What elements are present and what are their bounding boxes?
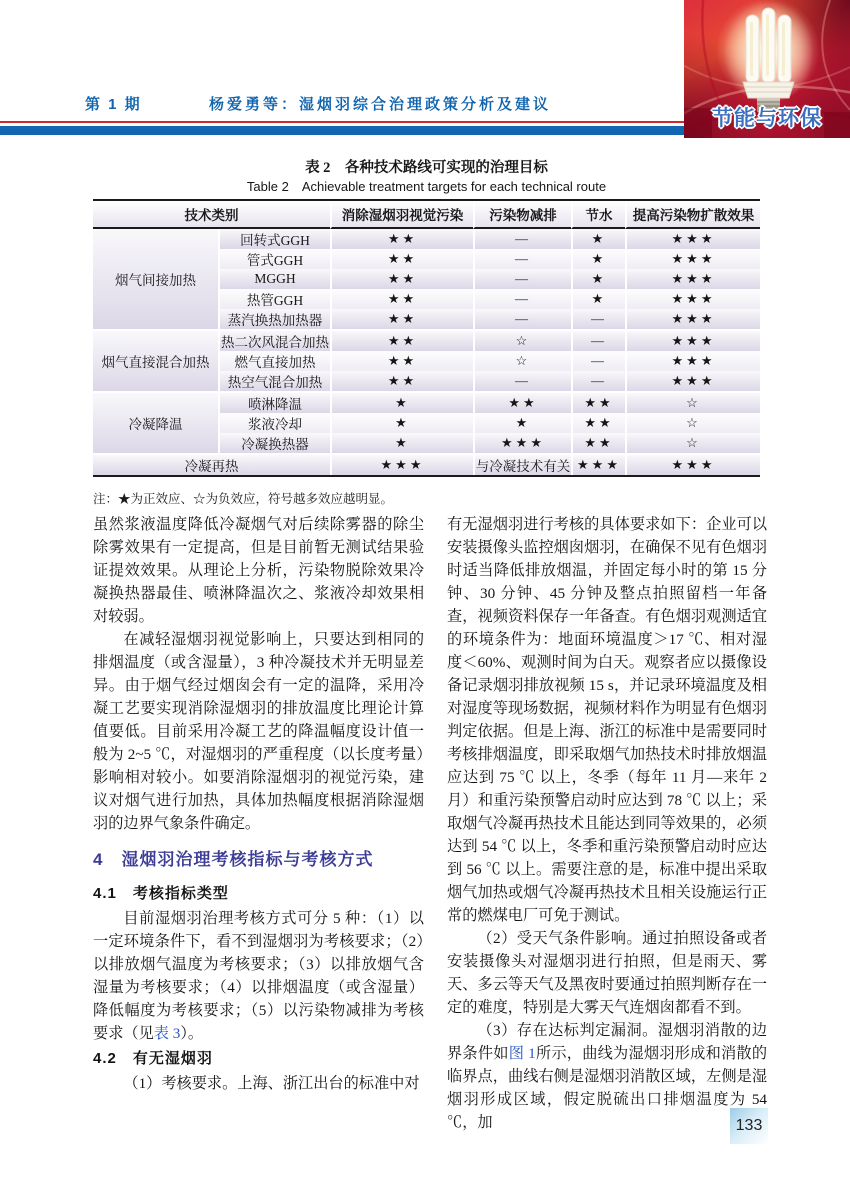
tech-cell: 冷凝换热器 bbox=[218, 433, 330, 453]
rating-cell: — bbox=[571, 371, 625, 391]
rating-cell: ★★ bbox=[330, 351, 473, 371]
left-paragraph-1: 虽然浆液温度降低冷凝烟气对后续除雾器的除尘除雾效果有一定提高，但是目前暂无测试结果验证提效效果。从理论上分析，污染物脱除效果冷凝换热器最佳、喷淋降温次之、浆液冷却效果相对较弱。 bbox=[93, 516, 424, 625]
tech-cell: 回转式GGH bbox=[218, 229, 330, 249]
rating-cell: ★ bbox=[330, 391, 473, 413]
rating-cell: ★ bbox=[473, 413, 571, 433]
rating-cell: — bbox=[571, 351, 625, 371]
rating-cell: ★ bbox=[571, 289, 625, 309]
table3-link[interactable]: 表 3 bbox=[153, 1025, 181, 1042]
rating-cell: — bbox=[473, 371, 571, 391]
issue-label: 第 1 期 bbox=[85, 96, 142, 113]
rating-cell: ★★ bbox=[330, 371, 473, 391]
rating-cell: ★★ bbox=[330, 269, 473, 289]
rating-cell: ☆ bbox=[625, 391, 760, 413]
col-header-tech-category: 技术类别 bbox=[93, 201, 330, 229]
tech-cell: 浆液冷却 bbox=[218, 413, 330, 433]
tech-cell: 蒸汽换热加热器 bbox=[218, 309, 330, 329]
rating-cell: ★★ bbox=[330, 329, 473, 351]
left-paragraph-2: 在减轻湿烟羽视觉影响上，只要达到相同的排烟温度（或含湿量），3 种冷凝技术并无明显差异。由于烟气经过烟囱会有一定的温降，采用冷凝工艺要实现消除湿烟羽的排放温度比理论计算值要低。目前采用冷凝工艺的降温幅度设计值一般为 2~5 ℃，对湿烟羽的严重程度（以长度考量）影响相对较小。如要消除湿烟羽的视觉污染，建议对烟气进行加热，具体加热幅度根据消除湿烟羽的边界气象条件确定。 bbox=[93, 631, 424, 832]
tech-cell: 燃气直接加热 bbox=[218, 351, 330, 371]
tech-cell: 管式GGH bbox=[218, 249, 330, 269]
right-paragraph-1: 有无湿烟羽进行考核的具体要求如下：企业可以安装摄像头监控烟囱烟羽，在确保不见有色烟羽时适当降低排放烟温，并固定每小时的第 15 分钟、30 分钟、45 分钟及整点拍照留档一年备查，视频资料保存一年备查。有色烟羽观测适宜的环境条件为：地面环境温度＞17 ℃、相对湿度＜60%、观测时间为白天。观察者应以摄像设备记录烟羽排放视频 15 s，并记录环境温度及相对湿度等现场数据，视频材料作为明显有色烟羽判定依据。但是上海、浙江的标准中是需要同时考核排烟温度，即采取烟气加热技术时排放烟温应达到 75 ℃ 以上，冬季（每年 11 月—来年 2 月）和重污染预警启动时应达到 78 ℃ 以上；采取烟气冷凝再热技术且能达到同等效果的，必须达到 54 ℃ 以上，冬季和重污染预警启动时应达到 56 ℃ 以上。需要注意的是，标准中提出采取烟气加热或烟气冷凝再热技术且相关设施运行正常的燃煤电厂可免于测试。 bbox=[447, 516, 767, 924]
rating-cell: ★★★ bbox=[330, 453, 473, 475]
page-number: 133 bbox=[730, 1108, 768, 1144]
rating-cell: ★★★ bbox=[625, 289, 760, 309]
table-row bbox=[93, 329, 760, 351]
table-note: 注：★为正效应、☆为负效应，符号越多效应越明显。 bbox=[93, 492, 394, 506]
rating-cell: — bbox=[473, 269, 571, 289]
rating-cell: ★★ bbox=[571, 413, 625, 433]
figure1-link[interactable]: 图 1 bbox=[508, 1045, 536, 1062]
paragraph-text: 目前湿烟羽治理考核方式可分 5 种：（1）以一定环境条件下，看不到湿烟羽为考核要求；（2）以排放烟气温度为考核要求；（3）以排放烟气含湿量为考核要求；（4）以排烟温度（或含湿量）降低幅度为考核要求；（5）以污染物减排为考核要求（见 bbox=[93, 910, 424, 1042]
rating-cell: ☆ bbox=[473, 329, 571, 351]
section-4-1-heading: 4.1 考核指标类型 bbox=[93, 885, 229, 902]
left-column bbox=[93, 513, 424, 1095]
col-header-pollutant: 污染物减排 bbox=[473, 201, 571, 229]
table-row bbox=[93, 229, 760, 249]
rating-cell: ★ bbox=[330, 433, 473, 453]
table-header-row bbox=[93, 201, 760, 229]
rating-cell: ★ bbox=[330, 413, 473, 433]
rating-cell: ★★★ bbox=[625, 229, 760, 249]
rating-cell: ★★★ bbox=[473, 433, 571, 453]
rating-cell: ☆ bbox=[625, 413, 760, 433]
rating-cell: ☆ bbox=[625, 433, 760, 453]
journal-cover-badge bbox=[684, 0, 850, 138]
rating-cell: — bbox=[473, 289, 571, 309]
paragraph-text: 所示，曲线为湿烟羽形成和消散的临界点，曲线右侧是湿烟羽消散区域，左侧是湿烟羽形成区域，假定脱硫出口排烟温度为 54 ℃，加 bbox=[447, 1045, 768, 1131]
right-paragraph-3 bbox=[447, 1019, 767, 1134]
rating-cell: ★★ bbox=[571, 433, 625, 453]
right-column bbox=[447, 513, 767, 1134]
rating-cell: ★★ bbox=[330, 289, 473, 309]
rating-cell: ★★★ bbox=[625, 309, 760, 329]
tech-cell: 热空气混合加热 bbox=[218, 371, 330, 391]
rating-cell: ★★ bbox=[330, 249, 473, 269]
tech-cell: 热管GGH bbox=[218, 289, 330, 309]
rating-cell: ★★★ bbox=[625, 329, 760, 351]
table-row bbox=[93, 391, 760, 413]
rating-cell: — bbox=[571, 309, 625, 329]
rating-cell: ★★ bbox=[330, 309, 473, 329]
paragraph-text: （3）存在达标判定漏洞。湿烟羽消散的边界条件如 bbox=[447, 1022, 767, 1062]
left-paragraph-3 bbox=[93, 907, 424, 1045]
group-cell: 烟气直接混合加热 bbox=[93, 329, 218, 391]
table-2 bbox=[93, 199, 760, 477]
tech-cell: 热二次风混合加热 bbox=[218, 329, 330, 351]
rating-cell: ★ bbox=[571, 269, 625, 289]
rating-cell: ★★★ bbox=[625, 371, 760, 391]
rating-cell: ★★ bbox=[473, 391, 571, 413]
section-4-2-heading: 4.2 有无湿烟羽 bbox=[93, 1050, 213, 1067]
running-title: 杨爱勇等：湿烟羽综合治理政策分析及建议 bbox=[208, 96, 551, 113]
group-cell: 烟气间接加热 bbox=[93, 229, 218, 329]
rating-cell: — bbox=[473, 309, 571, 329]
paragraph-text: ）。 bbox=[180, 1025, 204, 1042]
table2-caption-en: Table 2 Achievable treatment targets for each technical route bbox=[246, 179, 607, 194]
rating-cell: — bbox=[571, 329, 625, 351]
rating-cell: ★★ bbox=[330, 229, 473, 249]
rating-cell: ☆ bbox=[473, 351, 571, 371]
col-header-visual: 消除湿烟羽视觉污染 bbox=[330, 201, 473, 229]
table2-caption-zh: 表 2 各种技术路线可实现的治理目标 bbox=[305, 160, 548, 176]
group-cell: 冷凝再热 bbox=[93, 453, 330, 475]
tech-cell: MGGH bbox=[218, 269, 330, 289]
rating-cell: ★★★ bbox=[625, 351, 760, 371]
rating-cell: — bbox=[473, 249, 571, 269]
journal-badge-label: 节能与环保 bbox=[712, 107, 822, 130]
group-cell: 冷凝降温 bbox=[93, 391, 218, 453]
rating-cell: ★★★ bbox=[625, 269, 760, 289]
rating-cell: ★ bbox=[571, 249, 625, 269]
rating-cell: 与冷凝技术有关 bbox=[473, 453, 571, 475]
tech-cell: 喷淋降温 bbox=[218, 391, 330, 413]
rating-cell: ★★★ bbox=[571, 453, 625, 475]
col-header-water: 节水 bbox=[571, 201, 625, 229]
rating-cell: ★★ bbox=[571, 391, 625, 413]
rating-cell: ★★★ bbox=[625, 453, 760, 475]
table-footer-row bbox=[93, 453, 760, 475]
header-rule-blue bbox=[0, 126, 684, 135]
section-4-heading: 4 湿烟羽治理考核指标与考核方式 bbox=[93, 850, 374, 869]
right-paragraph-2: （2）受天气条件影响。通过拍照设备或者安装摄像头对湿烟羽进行拍照，但是雨天、雾天、多云等天气及黑夜时要通过拍照判断存在一定的难度，特别是大雾天气连烟囱都看不到。 bbox=[447, 930, 767, 1016]
rating-cell: — bbox=[473, 229, 571, 249]
header-rule-red bbox=[0, 121, 684, 123]
rating-cell: ★ bbox=[571, 229, 625, 249]
col-header-diffusion: 提高污染物扩散效果 bbox=[625, 201, 760, 229]
rating-cell: ★★★ bbox=[625, 249, 760, 269]
left-paragraph-4: （1）考核要求。上海、浙江出台的标准中对 bbox=[123, 1075, 420, 1092]
